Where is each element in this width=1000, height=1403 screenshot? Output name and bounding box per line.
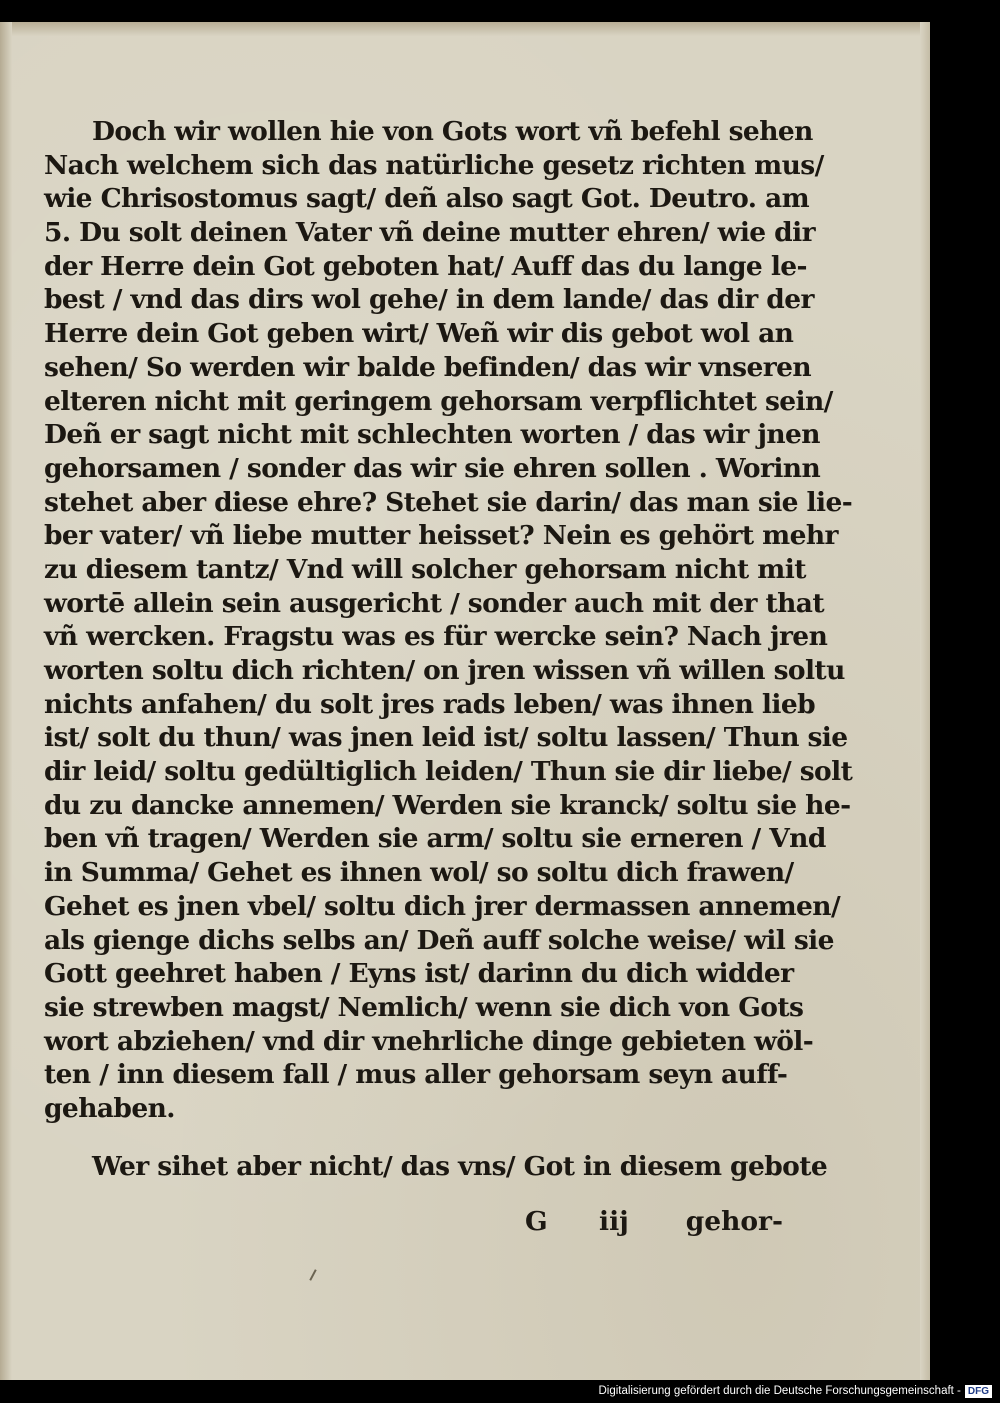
text-line: Doch wir wollen hie von Gots wort vñ befehl sehen <box>92 116 813 147</box>
text-line: als gienge dichs selbs an/ Deñ auff solche weise/ wil sie <box>44 924 834 956</box>
text-line: ben vñ tragen/ Werden sie arm/ soltu sie erneren / Vnd <box>44 823 826 855</box>
ink-speck <box>309 1269 316 1281</box>
page-left-edge <box>0 22 12 1380</box>
text-line: ber vater/ vñ liebe mutter heisset? Nein es gehört mehr <box>44 520 838 552</box>
text-line: in Summa/ Gehet es ihnen wol/ so soltu dich frawen/ <box>44 857 794 889</box>
text-line: gehorsamen / sonder das wir sie ehren sollen . Worinn <box>44 452 821 484</box>
text-line: Nach welchem sich das natürliche gesetz richten mus/ <box>44 149 824 181</box>
text-line: wie Chrisostomus sagt/ deñ also sagt Got. Deutro. am <box>44 183 810 215</box>
text-line: zu diesem tantz/ Vnd will solcher gehorsam nicht mit <box>44 553 806 585</box>
text-line: vñ wercken. Fragstu was es für wercke sein? Nach jren <box>44 621 828 653</box>
text-line: 5. Du solt deinen Vater vñ deine mutter ehren/ wie dir <box>44 217 815 249</box>
dfg-logo: DFG <box>965 1385 992 1398</box>
text-line: Gott geehret haben / Eyns ist/ darinn du dich widder <box>44 958 794 990</box>
page-body-text <box>44 115 853 1183</box>
footer-credit <box>598 1383 992 1399</box>
page-top-edge <box>0 22 930 36</box>
paragraph-gap <box>44 1126 784 1150</box>
text-line: Gehet es jnen vbel/ soltu dich jrer dermassen annemen/ <box>44 890 841 922</box>
signature-mark: G <box>525 1206 548 1237</box>
text-line: stehet aber diese ehre? Stehet sie darin/ das man sie lie- <box>44 486 853 518</box>
text-line: dir leid/ soltu gedültiglich leiden/ Thun sie dir liebe/ solt <box>44 756 853 788</box>
text-line: Wer sihet aber nicht/ das vns/ Got in diesem gebote <box>92 1150 828 1182</box>
catchword: gehor- <box>685 1206 783 1237</box>
text-line: elteren nicht mit geringem gehorsam verpflichtet sein/ <box>44 385 833 417</box>
text-line: sie strewben magst/ Nemlich/ wenn sie dich von Gots <box>44 991 804 1023</box>
text-line: ten / inn diesem fall / mus aller gehorsam seyn auff- <box>44 1059 788 1091</box>
text-line: du zu dancke annemen/ Werden sie kranck/ soltu sie he- <box>44 789 851 821</box>
text-line: wortē allein sein ausgericht / sonder auch mit der that <box>44 587 824 619</box>
text-line: best / vnd das dirs wol gehe/ in dem lande/ das dir der <box>44 284 814 316</box>
funding-credit-text: Digitalisierung gefördert durch die Deutsche Forschungsgemeinschaft - <box>598 1385 961 1397</box>
signature-number: iij <box>599 1206 629 1237</box>
text-line: wort abziehen/ vnd dir vnehrliche dinge gebieten wöl- <box>44 1025 814 1057</box>
text-line: sehen/ So werden wir balde befinden/ das wir vnseren <box>44 351 812 383</box>
text-line: gehaben. <box>44 1092 175 1124</box>
text-line: nichts anfahen/ du solt jres rads leben/ was ihnen lieb <box>44 688 816 720</box>
signature-row <box>525 1206 783 1240</box>
text-line: Herre dein Got geben wirt/ Weñ wir dis gebot wol an <box>44 318 794 350</box>
text-line: worten soltu dich richten/ on jren wissen vñ willen soltu <box>44 655 845 686</box>
text-line: der Herre dein Got geboten hat/ Auff das du lange le- <box>44 250 807 282</box>
text-line: ist/ solt du thun/ was jnen leid ist/ soltu lassen/ Thun sie <box>44 722 848 754</box>
page-right-edge <box>920 22 930 1380</box>
text-line: Deñ er sagt nicht mit schlechten worten / das wir jnen <box>44 419 820 451</box>
scanned-page <box>0 22 930 1380</box>
